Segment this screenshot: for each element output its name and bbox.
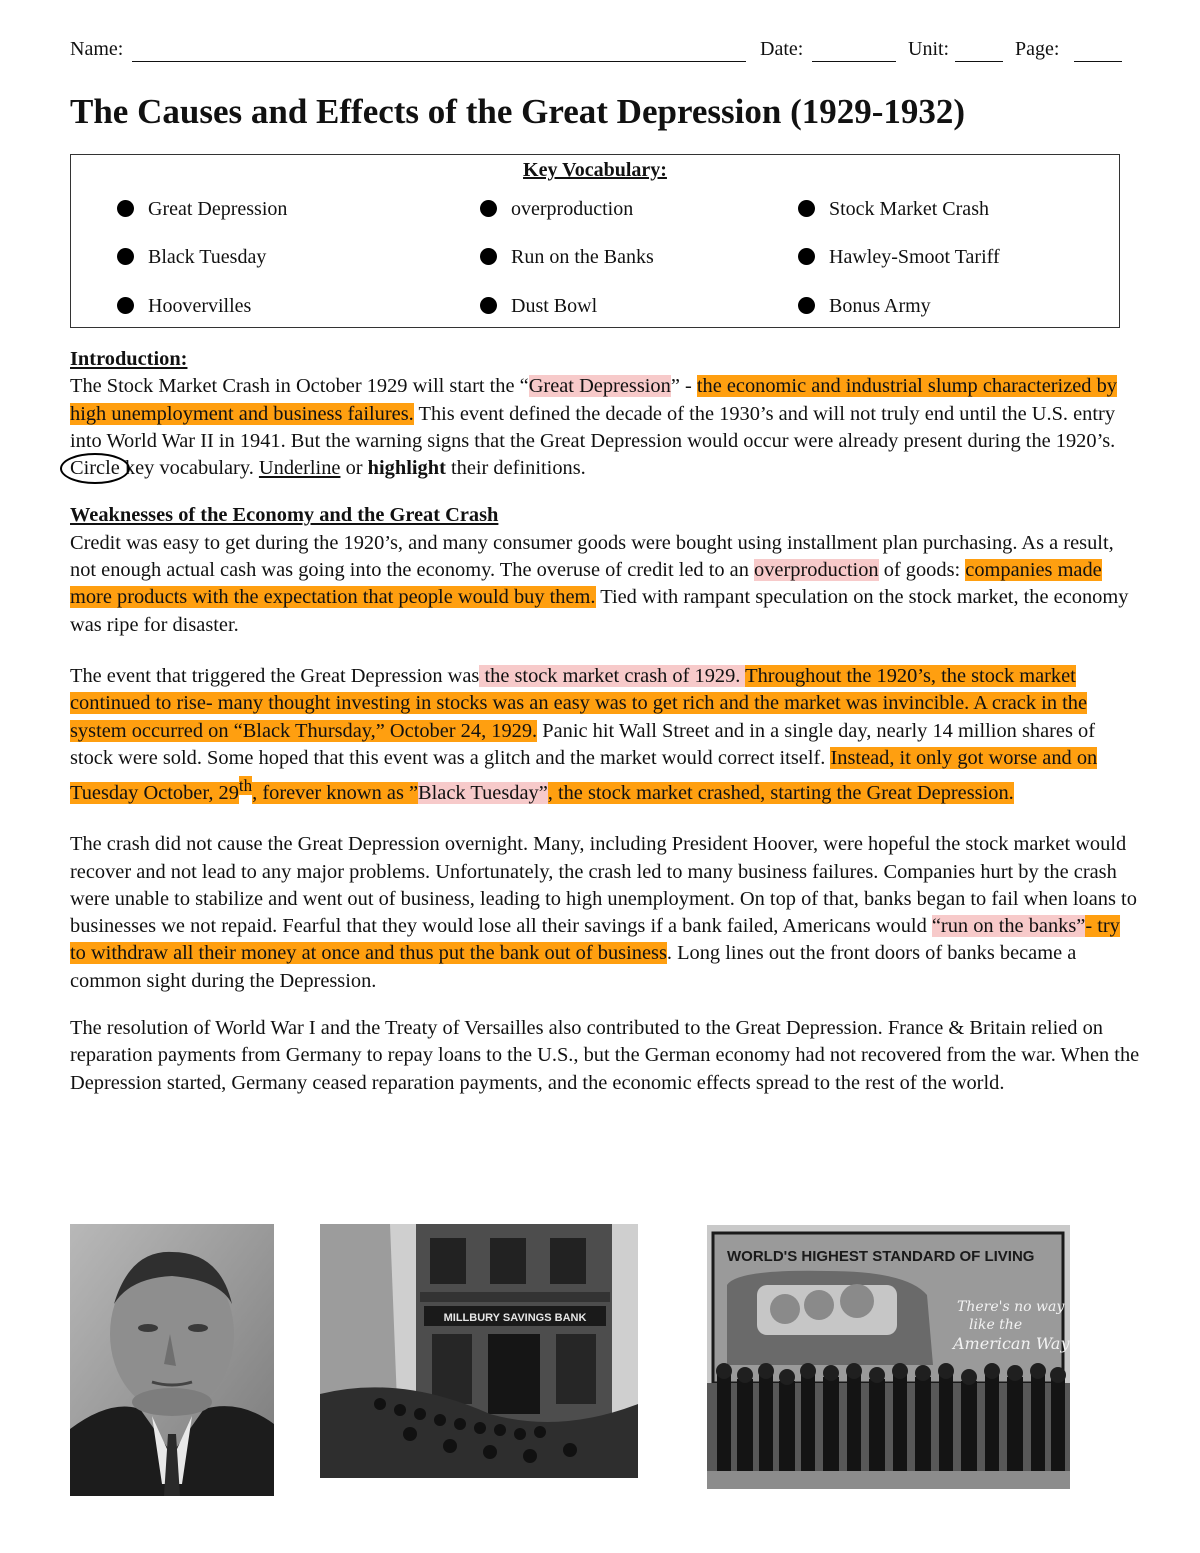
bullet-icon: [480, 297, 497, 314]
highlighted-definition: companies made more products with the expectation that people would buy them.: [70, 559, 1102, 609]
name-line: [132, 61, 746, 62]
portrait-image: [70, 1224, 274, 1496]
unit-line: [955, 61, 1003, 62]
highlighted-definition: Throughout the 1920’s, the stock market continued to rise- many thought investing in stocks was an easy was to get rich and the market was invincible. A crack in the system occurred on “Black Thursday,” October 24, 1929.: [70, 664, 1088, 742]
name-label: Name:: [70, 38, 124, 60]
bullet-icon: [480, 248, 497, 265]
highlighted-term: Black Tuesday”: [418, 781, 548, 804]
bold-word: highlight: [367, 457, 446, 480]
vocabulary-heading: Key Vocabulary:: [523, 159, 667, 181]
superscript: th: [238, 776, 253, 796]
crash-paragraph: The event that triggered the Great Depression was the stock market crash of 1929. Throughout the 1920’s, the stock market continued to rise- many thought investing in stocks was an easy was to get rich and the market was invincible. A crack in the system occurred on “Black Thursday,” October 24, 1929. Panic hit Wall Street and in a single day, nearly 14 million shares of stock were sold. Some hoped that this event was a glitch and the market would correct itself. Instead, it only got worse and on Tuesday October, 29th, forever known as ”Black Tuesday”, the stock market crashed, starting the Great Depression.: [70, 664, 1098, 804]
unit-label: Unit:: [908, 38, 950, 60]
bullet-icon: [798, 200, 815, 217]
highlighted-definition: , forever known as ”: [252, 781, 419, 804]
vocab-item: Run on the Banks: [480, 246, 654, 269]
bullet-icon: [798, 248, 815, 265]
bank-run-photo: [320, 1224, 638, 1478]
highlighted-term: overproduction: [754, 559, 879, 582]
bullet-icon: [798, 297, 815, 314]
vocab-item: overproduction: [480, 198, 633, 221]
vocabulary-box: [70, 154, 1120, 328]
vocab-item: Black Tuesday: [117, 246, 266, 269]
bank-sign-text: MILLBURY SAVINGS BANK: [443, 1312, 587, 1324]
highlighted-definition: Instead, it only got worse and on Tuesday October, 29: [70, 746, 1098, 804]
vocab-item: Hoovervilles: [117, 295, 251, 318]
billboard-script-2: like the: [969, 1317, 1023, 1333]
billboard-script-3: American Way: [953, 1334, 1070, 1353]
vocab-item: Dust Bowl: [480, 295, 597, 318]
underlined-word: Underline: [258, 457, 341, 480]
bullet-icon: [117, 200, 134, 217]
highlighted-term: the stock market crash of 1929.: [479, 664, 746, 687]
header-fields: [70, 36, 1122, 66]
breadline-billboard-photo: [707, 1225, 1070, 1489]
versailles-paragraph: The resolution of World War I and the Treaty of Versailles also contributed to the Great Depression. France & Britain relied on reparation payments from Germany to repay loans to the U.S., but the German economy had not recovered from the war. When the Depression started, Germany ceased reparation payments, and the economic effects spread to the rest of the world.: [70, 1017, 1140, 1094]
weaknesses-heading: Weaknesses of the Economy and the Great Crash: [70, 504, 499, 527]
page-line: [1074, 61, 1122, 62]
billboard-script-1: There's no way: [957, 1299, 1065, 1315]
highlighted-definition: the economic and industrial slump characterized by high unemployment and business failures.: [70, 375, 1117, 425]
body-text: [70, 346, 1140, 1097]
billboard-headline: WORLD'S HIGHEST STANDARD OF LIVING: [727, 1248, 1035, 1265]
highlighted-definition: - try to withdraw all their money at once and thus put the bank out of business: [70, 915, 1120, 965]
highlighted-term: Great Depression: [528, 375, 671, 398]
introduction-paragraph: The Stock Market Crash in October 1929 will start the “Great Depression” - the economic and industrial slump characterized by high unemployment and business failures. This event defined the decade of the 1930’s and will not truly end until the U.S. entry into World War II in 1941. But the warning signs that the Great Depression would occur were already present during the 1920’s. Circle key vocabulary. Underline or highlight their definitions.: [70, 375, 1117, 480]
vocab-item: Bonus Army: [798, 295, 931, 318]
bullet-icon: [480, 200, 497, 217]
bullet-icon: [117, 297, 134, 314]
bullet-icon: [117, 248, 134, 265]
date-line: [812, 61, 896, 62]
page-label: Page:: [1015, 38, 1060, 60]
date-label: Date:: [760, 38, 804, 60]
vocab-item: Hawley-Smoot Tariff: [798, 246, 1000, 269]
billboard-image: [707, 1225, 1070, 1489]
bank-image: [320, 1224, 638, 1478]
vocab-item: Stock Market Crash: [798, 198, 989, 221]
hoover-portrait-photo: [70, 1224, 274, 1496]
bank-run-paragraph: The crash did not cause the Great Depression overnight. Many, including President Hoover, were hopeful the stock market would recover and not lead to any major problems. Unfortunately, the crash led to many business failures. Companies hurt by the crash were unable to stabilize and went out of business, leading to high unemployment. On top of that, banks began to fail when loans to businesses we not repaid. Fearful that they would lose all their savings if a bank failed, Americans would “run on the banks”- try to withdraw all their money at once and thus put the bank out of business. Long lines out the front doors of banks became a common sight during the Depression.: [70, 833, 1137, 992]
introduction-heading: Introduction:: [70, 348, 188, 370]
page-title: The Causes and Effects of the Great Depression (1929-1932): [70, 92, 966, 131]
vocab-item: Great Depression: [117, 198, 287, 221]
highlighted-definition: , the stock market crashed, starting the Great Depression.: [547, 781, 1014, 804]
credit-paragraph: Credit was easy to get during the 1920’s, and many consumer goods were bought using installment plan purchasing. As a result, not enough actual cash was going into the economy. The overuse of credit led to an overproduction of goods: companies made more products with the expectation that people would buy them. Tied with rampant speculation on the stock market, the economy was ripe for disaster.: [70, 531, 1129, 636]
highlighted-term: “run on the banks”: [931, 915, 1086, 938]
circled-word: Circle: [70, 457, 120, 480]
